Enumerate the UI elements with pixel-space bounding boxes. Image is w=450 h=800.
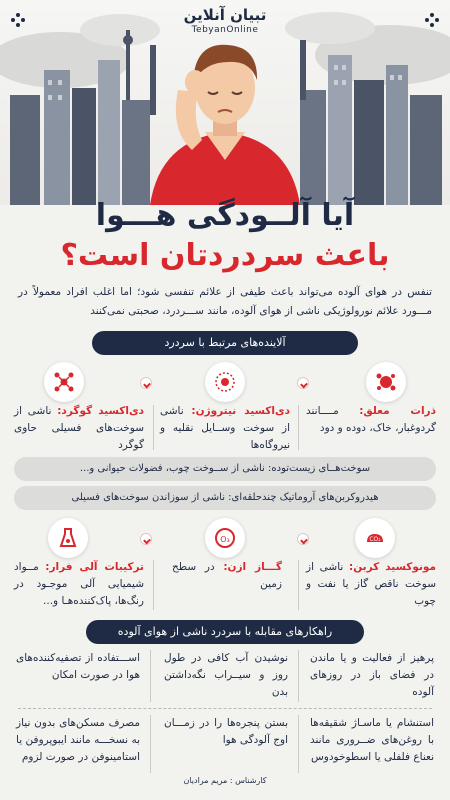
brand-name-en: TebyanOnline (191, 25, 259, 35)
pollutant-term: دی‌اکسید گوگرد: (57, 405, 145, 417)
volatile-compounds-icon (48, 518, 88, 558)
brand-name-fa: تبیان آنلاین (183, 6, 267, 24)
separator-chevron-icon (140, 377, 152, 389)
strategy-avoid-outdoor: پرهیز از فعالیت و یا ماندن در فضای باز در روزهای آلوده (310, 652, 434, 698)
pollutant-term: دی‌اکسید نیتروژن: (191, 405, 291, 417)
co-label: CO₂ (369, 536, 381, 543)
column-divider (153, 560, 154, 610)
author-credit: کارشناس : مریم مرادیان (183, 776, 267, 785)
pollutant-volatile-compounds (14, 559, 144, 610)
page-title (0, 196, 450, 276)
pollutant-biomass: سوخت‌هــای زیست‌توده: ناشی از ســوخت چوب، فضولات حیوانی و... (14, 457, 436, 481)
nitrogen-dioxide-icon (205, 362, 245, 402)
column-divider (298, 650, 299, 702)
strategies-header: راهکارهای مقابله با سردرد ناشی از هوای آلوده (86, 620, 364, 644)
pollutant-desc: مــواد شیمیایی آلی موجـود در رنگ‌ها، پاک‌کننده‌هـا و... (14, 561, 144, 607)
hero-illustration (0, 0, 450, 205)
column-divider (150, 715, 151, 773)
pollutant-carbon-monoxide (306, 559, 436, 610)
pollutants-header: آلاینده‌های مرتبط با سردرد (92, 331, 358, 355)
pollutant-desc: مــــانند گردوغبار، خاک، دوده و دود (306, 405, 436, 434)
row-divider (18, 708, 432, 709)
strategy-air-purifier: اســـتفاده از تصفیه‌کننده‌های هوا در صورت امکان (16, 652, 140, 681)
pollutant-desc: ناشی از سوخت وســایل نقلیه و نیروگاه‌ها (160, 405, 290, 451)
brand-logo (168, 6, 282, 40)
decor-dots-icon (10, 12, 26, 28)
ozone-icon (205, 518, 245, 558)
column-divider (150, 650, 151, 702)
pollutant-desc: ناشی از سوخت ناقص گاز یا نفت و چوب (306, 561, 436, 607)
title-line-1: آیا آلــودگی هـــوا (95, 198, 355, 233)
sulfur-dioxide-icon (44, 362, 84, 402)
pollutant-hydrocarbons: هیدروکربن‌های آروماتیک چندحلقه‌ای: ناشی از سوزاندن سوخت‌های فسیلی (14, 486, 436, 510)
column-divider (298, 405, 299, 450)
o3-label: O₃ (220, 535, 230, 544)
pollutant-particles (306, 403, 436, 437)
column-divider (153, 405, 154, 450)
decor-dots-icon (424, 12, 440, 28)
separator-chevron-icon (297, 377, 309, 389)
column-divider (298, 715, 299, 773)
pollutant-ozone (172, 559, 282, 593)
carbon-monoxide-icon (355, 518, 395, 558)
separator-chevron-icon (140, 533, 152, 545)
pollutant-sulfur-dioxide (14, 403, 144, 454)
pollutant-term: ذرات معلق: (359, 405, 436, 417)
pollutant-term: گـــاز ازن: (223, 561, 282, 573)
pollutant-desc: در سطح زمین (172, 561, 282, 590)
separator-chevron-icon (297, 533, 309, 545)
pollutant-desc: ناشی از سوخت‌های فسیلی حاوی گوگرد (14, 405, 144, 451)
particles-icon (366, 362, 406, 402)
strategy-massage-temples: استنشام یا ماسـاژ شقیقه‌ها با روغن‌های ضــروری مانند نعناع فلفلی یا اسطوخودوس (310, 717, 434, 763)
strategy-close-windows: بستن پنجره‌ها را در زمـــان اوج آلودگی هوا (164, 717, 288, 746)
pollutant-nitrogen-dioxide (160, 403, 290, 454)
intro-paragraph: تنفس در هوای آلوده می‌تواند باعث طیفی از علائم تنفسی شود؛ اما اغلب افراد معمولاً در مـــورد علائم نورولوژیکی ناشی از هوای آلوده، مانند ســـردرد، صحبتی نمی‌کنند (18, 286, 432, 317)
title-line-2: باعث سردردتان است؟ (60, 238, 390, 273)
pollutant-term: مونوکسید کربن: (349, 561, 436, 573)
strategy-painkillers: مصرف مسکن‌های بدون نیاز به نسخـــه مانند ایبوپروفن یا استامینوفن در صورت لزوم (16, 717, 140, 763)
pollutant-term: ترکیبات آلی فرار: (45, 561, 144, 573)
strategy-drink-water: نوشیدن آب کافی در طول روز و سیــراب نگه‌داشتن بدن (164, 652, 288, 698)
column-divider (298, 560, 299, 610)
